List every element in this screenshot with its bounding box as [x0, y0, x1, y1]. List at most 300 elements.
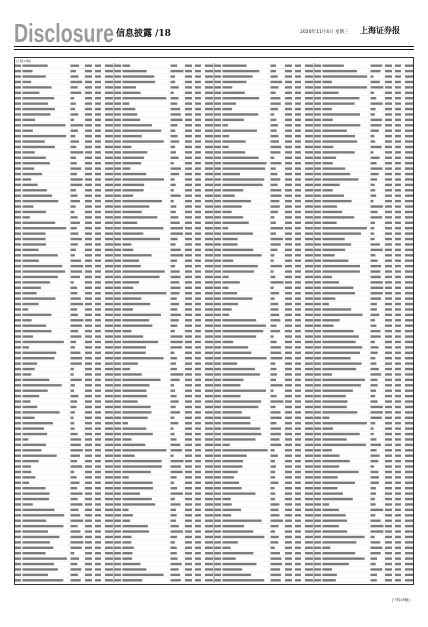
table-cell-text — [171, 335, 183, 337]
table-cell-text — [171, 346, 183, 348]
table-cell-text — [205, 254, 213, 256]
table-cell-text — [405, 260, 413, 262]
table-cell-text — [115, 162, 122, 164]
table-cell-text — [185, 346, 192, 348]
table-cell-text — [385, 492, 392, 494]
table-cell-text — [371, 487, 376, 489]
table-cell-text — [105, 140, 113, 142]
table-cell-text — [323, 211, 343, 213]
table-cell-text — [395, 205, 401, 207]
table-cell-text — [15, 113, 22, 115]
table-cell-text — [305, 195, 313, 197]
table-cell-text — [171, 319, 179, 321]
table-cell-text — [105, 520, 113, 522]
table-cell-text — [95, 108, 101, 110]
continued-from-label: (上接17版) — [16, 59, 32, 63]
table-cell-text — [295, 427, 301, 429]
table-cell-text — [323, 157, 337, 159]
table-cell-text — [85, 173, 92, 175]
table-cell-text — [405, 319, 413, 321]
table-cell-text — [295, 211, 301, 213]
table-cell-text — [395, 563, 401, 565]
table-cell-text — [15, 520, 22, 522]
table-cell-text — [271, 86, 279, 88]
table-cell-text — [171, 113, 181, 115]
table-cell-text — [23, 563, 55, 565]
table-cell-text — [271, 65, 277, 67]
table-cell-text — [223, 243, 238, 245]
table-cell-text — [405, 308, 413, 310]
table-cell-text — [371, 444, 382, 446]
table-cell-text — [295, 292, 301, 294]
table-cell-text — [105, 319, 113, 321]
table-cell-text — [115, 65, 122, 67]
table-cell-text — [395, 330, 401, 332]
table-cell-text — [23, 352, 57, 354]
table-cell-text — [115, 557, 122, 559]
table-cell-text — [223, 140, 246, 142]
table-cell-text — [271, 157, 275, 159]
table-cell-text — [285, 135, 292, 137]
table-cell-text — [215, 130, 222, 132]
table-cell-text — [305, 422, 313, 424]
table-cell-text — [95, 492, 101, 494]
table-cell-text — [323, 276, 332, 278]
table-cell-text — [295, 232, 301, 234]
table-cell-text — [405, 162, 413, 164]
table-cell-text — [223, 65, 247, 67]
table-cell-text — [85, 547, 92, 549]
table-cell-text — [205, 406, 213, 408]
table-cell-text — [195, 232, 201, 234]
table-cell-text — [295, 487, 301, 489]
table-cell-text — [215, 482, 222, 484]
table-cell-text — [123, 557, 133, 559]
table-cell-text — [185, 130, 192, 132]
table-cell-text — [85, 379, 92, 381]
table-cell-text — [295, 184, 301, 186]
table-cell-text — [405, 335, 413, 337]
table-cell-text — [85, 151, 92, 153]
table-cell-text — [185, 243, 192, 245]
table-cell-text — [123, 460, 162, 462]
table-cell-text — [115, 503, 122, 505]
table-cell-text — [295, 102, 301, 104]
table-cell-text — [405, 422, 413, 424]
table-cell-text — [405, 124, 413, 126]
table-cell-text — [405, 92, 413, 94]
table-cell-text — [315, 195, 322, 197]
table-cell-text — [85, 482, 92, 484]
table-cell-text — [15, 514, 22, 516]
table-cell-text — [385, 346, 392, 348]
table-cell-text — [95, 135, 101, 137]
table-cell-text — [71, 368, 74, 370]
table-cell-text — [85, 579, 92, 581]
table-cell-text — [405, 579, 413, 581]
table-cell-text — [305, 325, 313, 327]
table-cell-text — [395, 433, 401, 435]
table-cell-text — [123, 455, 135, 457]
table-cell-text — [315, 178, 322, 180]
table-cell-text — [15, 249, 22, 251]
table-cell-text — [215, 406, 222, 408]
table-cell-text — [15, 189, 22, 191]
table-cell-text — [71, 563, 78, 565]
table-cell-text — [95, 162, 101, 164]
table-cell-text — [295, 265, 301, 267]
table-cell-text — [295, 368, 301, 370]
table-cell-text — [185, 455, 192, 457]
table-cell-text — [171, 330, 175, 332]
table-cell-text — [171, 492, 183, 494]
table-cell-text — [23, 238, 46, 240]
table-cell-text — [195, 86, 201, 88]
table-cell-text — [395, 276, 401, 278]
table-cell-text — [223, 92, 245, 94]
table-cell-text — [115, 568, 122, 570]
table-cell-text — [185, 368, 192, 370]
table-cell-text — [271, 465, 277, 467]
table-cell-text — [271, 492, 276, 494]
table-cell-text — [105, 498, 113, 500]
table-cell-text — [285, 525, 292, 527]
table-cell-text — [305, 314, 313, 316]
table-cell-text — [23, 492, 50, 494]
table-cell-text — [85, 373, 92, 375]
table-cell-text — [295, 352, 301, 354]
table-cell-text — [185, 75, 192, 77]
table-cell-text — [205, 65, 213, 67]
table-cell-text — [371, 232, 375, 234]
table-cell-text — [285, 514, 292, 516]
table-cell-text — [385, 552, 392, 554]
table-cell-text — [315, 395, 322, 397]
table-cell-text — [305, 189, 313, 191]
table-cell-text — [205, 325, 213, 327]
table-cell-text — [205, 352, 213, 354]
table-cell-text — [95, 308, 101, 310]
table-cell-text — [23, 433, 48, 435]
table-cell-text — [85, 514, 92, 516]
table-cell-text — [223, 75, 253, 77]
table-cell-text — [385, 536, 392, 538]
table-cell-text — [195, 498, 201, 500]
table-cell-text — [385, 400, 392, 402]
table-cell-text — [85, 232, 92, 234]
table-cell-text — [185, 503, 192, 505]
table-cell-text — [205, 227, 213, 229]
table-cell-text — [385, 303, 392, 305]
table-cell-text — [323, 335, 359, 337]
table-cell-text — [395, 124, 401, 126]
table-cell-text — [395, 492, 401, 494]
table-cell-text — [405, 195, 413, 197]
table-cell-text — [223, 568, 243, 570]
table-cell-text — [405, 276, 413, 278]
table-cell-text — [171, 563, 182, 565]
table-cell-text — [95, 146, 101, 148]
table-cell-text — [223, 530, 254, 532]
table-cell-text — [405, 557, 413, 559]
table-cell-text — [85, 433, 92, 435]
table-cell-text — [95, 205, 101, 207]
table-cell-text — [285, 417, 292, 419]
table-cell-text — [195, 308, 201, 310]
table-cell-text — [371, 173, 379, 175]
table-cell-text — [171, 184, 176, 186]
table-cell-text — [185, 406, 192, 408]
table-cell-text — [15, 498, 22, 500]
table-cell-text — [123, 124, 152, 126]
table-cell-text — [385, 151, 392, 153]
table-cell-text — [405, 574, 413, 576]
table-cell-text — [195, 146, 201, 148]
table-cell-text — [23, 552, 46, 554]
table-cell-text — [115, 222, 122, 224]
table-cell-text — [385, 222, 392, 224]
table-cell-text — [315, 260, 322, 262]
table-cell-text — [315, 222, 322, 224]
table-cell-text — [315, 547, 322, 549]
table-cell-text — [195, 476, 201, 478]
table-cell-text — [295, 314, 301, 316]
table-cell-text — [171, 124, 178, 126]
table-cell-text — [171, 211, 176, 213]
table-cell-text — [271, 232, 276, 234]
table-cell-text — [195, 184, 201, 186]
table-cell-text — [223, 362, 238, 364]
table-cell-text — [205, 205, 213, 207]
table-cell-text — [85, 395, 92, 397]
table-cell-text — [405, 211, 413, 213]
table-cell-text — [171, 265, 176, 267]
table-cell-text — [271, 552, 281, 554]
table-cell-text — [85, 438, 92, 440]
table-cell-text — [295, 390, 301, 392]
table-cell-text — [395, 476, 401, 478]
table-cell-text — [315, 200, 322, 202]
table-cell-text — [71, 189, 76, 191]
table-cell-text — [215, 205, 222, 207]
table-cell-text — [85, 108, 92, 110]
table-cell-text — [405, 384, 413, 386]
table-cell-text — [215, 373, 222, 375]
table-cell-text — [215, 151, 222, 153]
table-cell-text — [295, 341, 301, 343]
table-cell-text — [195, 379, 201, 381]
table-cell-text — [15, 357, 22, 359]
table-cell-text — [215, 265, 222, 267]
table-cell-text — [395, 195, 401, 197]
table-cell-text — [323, 216, 355, 218]
table-cell-text — [95, 557, 101, 559]
table-cell-text — [223, 319, 257, 321]
table-cell-text — [71, 97, 75, 99]
table-cell-text — [315, 135, 322, 137]
table-cell-text — [115, 390, 122, 392]
table-cell-text — [285, 211, 292, 213]
table-cell-text — [385, 395, 392, 397]
table-cell-text — [195, 119, 201, 121]
table-cell-text — [115, 319, 122, 321]
table-cell-text — [215, 341, 222, 343]
table-cell-text — [15, 157, 22, 159]
table-cell-text — [285, 303, 292, 305]
table-cell-text — [71, 390, 75, 392]
table-cell-text — [123, 373, 142, 375]
table-cell-text — [195, 574, 201, 576]
table-cell-text — [195, 167, 201, 169]
table-cell-text — [305, 135, 313, 137]
table-cell-text — [105, 487, 113, 489]
table-cell-text — [123, 270, 165, 272]
table-cell-text — [315, 574, 322, 576]
table-cell-text — [205, 270, 213, 272]
table-cell-text — [23, 130, 33, 132]
table-cell-text — [123, 281, 140, 283]
table-cell-text — [323, 400, 348, 402]
table-cell-text — [85, 319, 92, 321]
table-cell-text — [205, 249, 213, 251]
table-cell-text — [115, 574, 122, 576]
table-cell-text — [171, 406, 176, 408]
table-cell-text — [205, 81, 213, 83]
table-cell-text — [115, 92, 122, 94]
table-cell-text — [15, 525, 22, 527]
table-cell-text — [405, 357, 413, 359]
table-cell-text — [195, 287, 201, 289]
table-cell-text — [71, 498, 78, 500]
table-cell-text — [123, 238, 161, 240]
table-cell-text — [405, 525, 413, 527]
table-cell-text — [105, 525, 113, 527]
table-cell-text — [315, 368, 322, 370]
table-cell-text — [171, 157, 179, 159]
table-cell-text — [315, 438, 322, 440]
table-cell-text — [71, 119, 75, 121]
table-cell-text — [23, 579, 64, 581]
table-cell-text — [123, 81, 156, 83]
table-cell-text — [305, 287, 313, 289]
table-cell-text — [385, 563, 392, 565]
table-cell-text — [223, 146, 229, 148]
table-cell-text — [71, 373, 74, 375]
table-cell-text — [385, 373, 392, 375]
table-cell-text — [123, 297, 142, 299]
table-cell-text — [105, 184, 113, 186]
table-cell-text — [85, 563, 92, 565]
table-cell-text — [405, 140, 413, 142]
table-cell-text — [371, 135, 375, 137]
table-cell-text — [171, 362, 176, 364]
table-cell-text — [295, 189, 301, 191]
table-cell-text — [323, 449, 332, 451]
table-cell-text — [123, 498, 152, 500]
table-cell-text — [23, 406, 38, 408]
table-cell-text — [323, 563, 349, 565]
table-cell-text — [371, 536, 375, 538]
table-cell-text — [85, 92, 92, 94]
table-cell-text — [105, 173, 113, 175]
table-cell-text — [115, 184, 122, 186]
table-cell-text — [315, 75, 322, 77]
table-cell-text — [285, 411, 292, 413]
table-cell-text — [115, 406, 122, 408]
table-cell-text — [185, 417, 192, 419]
table-cell-text — [23, 373, 32, 375]
table-cell-text — [223, 509, 242, 511]
table-cell-text — [295, 276, 301, 278]
table-cell-text — [23, 75, 46, 77]
table-cell-text — [323, 417, 330, 419]
table-cell-text — [215, 433, 222, 435]
table-cell-text — [405, 368, 413, 370]
table-cell-text — [395, 167, 401, 169]
table-cell-text — [195, 75, 201, 77]
table-cell-text — [171, 536, 178, 538]
table-cell-text — [205, 422, 213, 424]
table-cell-text — [271, 75, 278, 77]
table-cell-text — [123, 308, 133, 310]
table-cell-text — [123, 65, 131, 67]
table-cell-text — [171, 146, 176, 148]
table-cell-text — [285, 200, 292, 202]
table-cell-text — [115, 308, 122, 310]
table-cell-text — [171, 455, 174, 457]
table-cell-text — [271, 254, 275, 256]
table-cell-text — [23, 503, 33, 505]
table-cell-text — [395, 287, 401, 289]
table-cell-text — [323, 86, 368, 88]
table-cell-text — [395, 346, 401, 348]
table-cell-text — [205, 319, 213, 321]
table-cell-text — [271, 346, 282, 348]
table-cell-text — [371, 557, 378, 559]
table-cell-text — [385, 260, 392, 262]
table-cell-text — [395, 427, 401, 429]
table-cell-text — [185, 260, 192, 262]
table-cell-text — [15, 557, 22, 559]
table-cell-text — [305, 102, 313, 104]
table-cell-text — [223, 70, 260, 72]
table-cell-text — [371, 200, 374, 202]
table-cell-text — [85, 281, 92, 283]
table-cell-text — [385, 86, 392, 88]
table-cell-text — [385, 379, 392, 381]
table-cell-text — [323, 438, 347, 440]
table-cell-text — [123, 265, 141, 267]
table-cell-text — [215, 178, 222, 180]
table-cell-text — [405, 314, 413, 316]
table-cell-text — [395, 525, 401, 527]
table-cell-text — [295, 509, 301, 511]
table-cell-text — [385, 514, 392, 516]
table-cell-text — [305, 465, 313, 467]
table-cell-text — [71, 568, 82, 570]
table-cell-text — [305, 222, 313, 224]
table-cell-text — [215, 536, 222, 538]
table-cell-text — [23, 92, 40, 94]
table-cell-text — [323, 200, 352, 202]
table-cell-text — [205, 124, 213, 126]
table-cell-text — [123, 449, 167, 451]
table-cell-text — [95, 455, 101, 457]
table-cell-text — [15, 97, 22, 99]
table-cell-text — [85, 97, 92, 99]
table-cell-text — [285, 455, 292, 457]
table-cell-text — [123, 503, 156, 505]
